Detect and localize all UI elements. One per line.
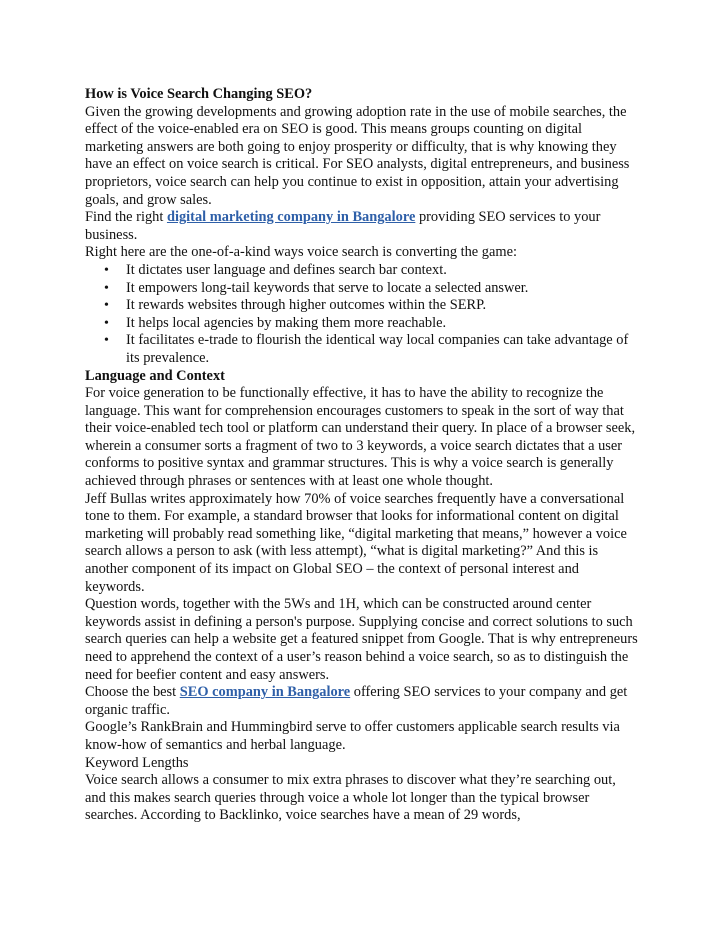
paragraph-keyword-lengths: Voice search allows a consumer to mix extra phrases to discover what they’re searching out, and this makes search queries through voice a whole lot longer than the typical browser searches. According to Backlinko, voice searches have a mean of 29 words, bbox=[85, 772, 616, 824]
cta-text-after: offering SEO services to your company and get organic traffic. bbox=[85, 684, 628, 718]
heading-voice-search-seo: How is Voice Search Changing SEO? bbox=[85, 86, 313, 102]
list-item: • It dictates user language and defines search bar context. bbox=[126, 262, 640, 280]
list-item: • It rewards websites through higher outcomes within the SERP. bbox=[126, 297, 640, 315]
paragraph-rankbrain: Google’s RankBrain and Hummingbird serve to offer customers applicable search results via know-how of semantics and herbal language. bbox=[85, 719, 620, 753]
heading-language-context: Language and Context bbox=[85, 367, 225, 384]
list-item: • It helps local agencies by making them more reachable. bbox=[126, 315, 640, 333]
paragraph-seo-company-cta bbox=[85, 684, 640, 719]
ways-bullet-list bbox=[85, 262, 640, 368]
digital-marketing-company-link[interactable]: digital marketing company in Bangalore bbox=[166, 209, 416, 226]
paragraph-ways-intro: Right here are the one-of-a-kind ways voice search is converting the game: bbox=[85, 244, 517, 261]
seo-company-link[interactable]: SEO company in Bangalore bbox=[179, 684, 351, 701]
list-item: • It facilitates e-trade to flourish the identical way local companies can take advantage of its prevalence. bbox=[126, 332, 640, 367]
paragraph-language: For voice generation to be functionally effective, it has to have the ability to recognize the language. This want for comprehension encourages customers to speak in the sort of way that their voice-enabled tech tool or platform can understand their query. In place of a browser seek, wherein a consumer sorts a fragment of two to 3 keywords, a voice search dictates that a user conforms to positive syntax and grammar structures. This is why a voice search is generally achieved through phrases or sentences with at least one whole thought. bbox=[85, 385, 636, 490]
cta-text-before: Choose the best bbox=[85, 684, 180, 701]
document-body bbox=[85, 86, 640, 825]
paragraph-jeff-bullas: Jeff Bullas writes approximately how 70% of voice searches frequently have a conversational tone to them. For example, a standard browser that looks for informational content on digital marketing will probably read something like, “digital marketing that means,” however a voice search allows a person to ask (with less attempt), “what is digital marketing?” And this is another component of its impact on Global SEO – the context of personal interest and keywords. bbox=[85, 490, 627, 595]
paragraph-question-words: Question words, together with the 5Ws and 1H, which can be constructed around center keywords assist in defining a person's purpose. Supplying concise and correct solutions to such search queries can help a website get a featured snippet from Google. That is why entrepreneurs need to apprehend the context of a user’s reason behind a voice search, so as to distinguish the need for beefier content and easy answers. bbox=[85, 596, 638, 683]
list-item: • It empowers long-tail keywords that serve to locate a selected answer. bbox=[126, 280, 640, 298]
cta-text-after: providing SEO services to your business. bbox=[85, 209, 601, 243]
heading-keyword-lengths: Keyword Lengths bbox=[85, 754, 189, 771]
paragraph-digital-marketing-cta bbox=[85, 209, 640, 244]
cta-text-before: Find the right bbox=[85, 209, 167, 226]
paragraph-intro: Given the growing developments and growing adoption rate in the use of mobile searches, the effect of the voice-enabled era on SEO is good. This means groups counting on digital marketing answers are both going to enjoy prosperity or difficulty, that is why knowing they have an effect on voice search is critical. For SEO analysts, digital entrepreneurs, and business proprietors, voice search can help you continue to exist in opposition, attain your advertising goals, and grow sales. bbox=[85, 103, 630, 208]
